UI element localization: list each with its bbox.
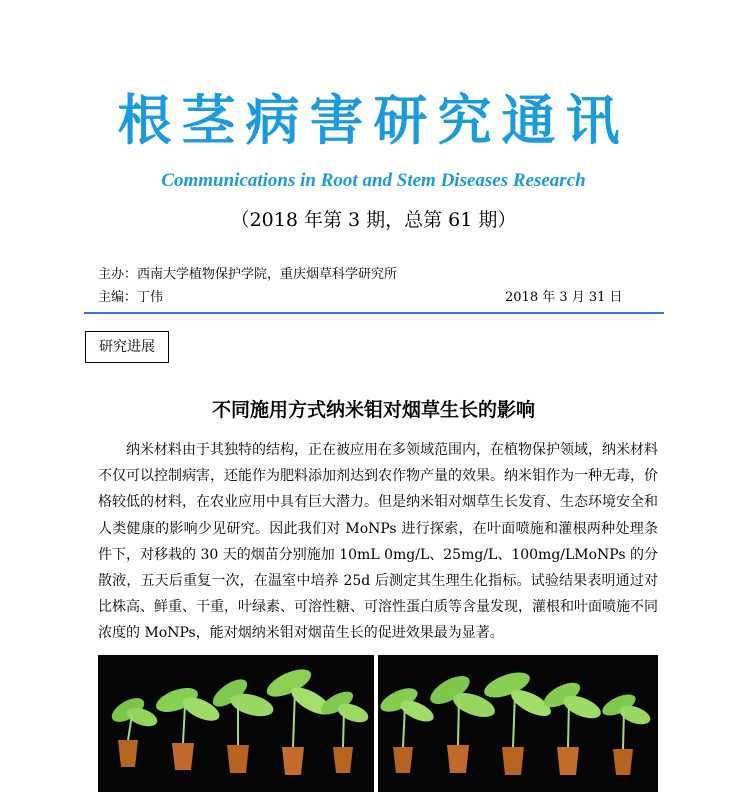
article-body: 纳米材料由于其独特的结构，正在被应用在多领域范围内，在植物保护领域，纳米材料不仅可以控制病害，还能作为肥料添加剂达到农作物产量的效果。纳米钼作为一种无毒，价格较低的材料，在农业应用中具有巨大潜力。但是纳米钼对烟草生长发育、生态环境安全和人类健康的影响少见研究。因此我们对 MoNPs 进行探索，在叶面喷施和灌根两种处理条件下，对移栽的 30 天的烟苗分别施加 10mL 0mg/L、25mg/L、100mg/LMoNPs 的分散液，五天后重复一次，在温室中培养 25d 后测定其生理生化指标。试验结果表明通过对比株高、鲜重、干重，叶绿素、可溶性糖、可溶性蛋白质等含量发现，灌根和叶面喷施不同浓度的 MoNPs，能对烟纳米钼对烟苗生长的促进效果最为显著。	[98, 442, 658, 642]
journal-title-en: Communications in Root and Stem Diseases Research	[161, 170, 586, 191]
editor-line: 主编：丁伟	[98, 290, 164, 305]
header-divider	[84, 312, 664, 314]
plant-photo	[98, 655, 658, 792]
host-line: 主办：西南大学植物保护学院，重庆烟草科学研究所	[98, 267, 398, 282]
article-title: 不同施用方式纳米钼对烟草生长的影响	[211, 399, 535, 421]
issue-number: （2018 年第 3 期，总第 61 期）	[230, 209, 517, 231]
publication-date: 2018 年 3 月 31 日	[505, 290, 623, 305]
journal-title-cn: 根茎病害研究通讯	[117, 89, 630, 152]
section-label: 研究进展	[85, 331, 169, 363]
